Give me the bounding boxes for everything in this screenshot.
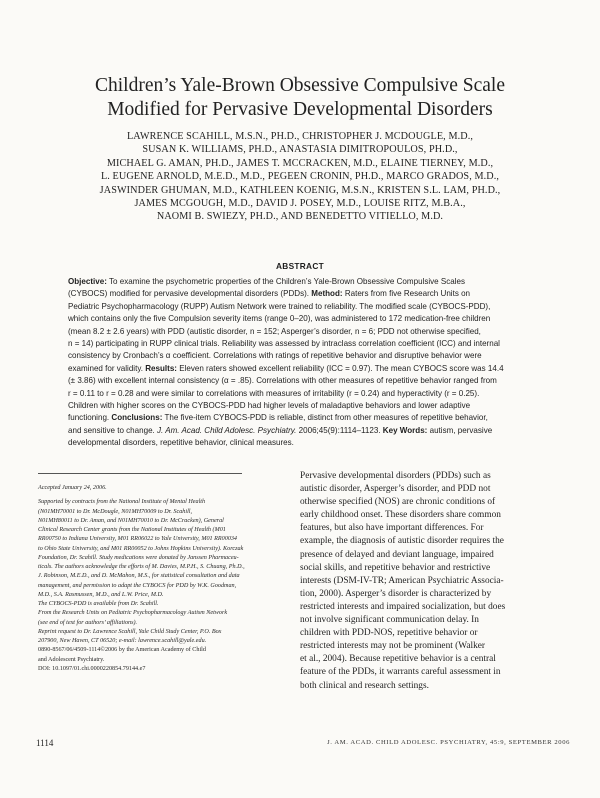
author-line: MICHAEL G. AMAN, PH.D., JAMES T. MCCRACKEN, M.D., ELAINE TIERNEY, M.D., xyxy=(106,157,494,169)
body-line: not involve significant communication delay. In xyxy=(300,615,479,626)
body-line: otherwise specified (NOS) are chronic conditions of xyxy=(300,497,496,508)
author-line: JASWINDER GHUMAN, M.D., KATHLEEN KOENIG, M.S.N., KRISTEN S.L. LAM, PH.D., xyxy=(99,184,501,196)
author-line: LAWRENCE SCAHILL, M.S.N., PH.D., CHRISTOPHER J. MCDOUGLE, M.D., xyxy=(126,131,474,142)
abstract-body xyxy=(68,276,540,450)
conclusions-label: Conclusions: xyxy=(111,413,163,423)
body-line: social skills, and repetitive behavior and restrictive xyxy=(300,562,491,573)
body-text xyxy=(300,470,570,693)
footnote-line: From the Research Units on Pediatric Psychopharmacology Autism Network xyxy=(38,610,228,617)
abstract-line: which contains only the five Compulsion severity items (range 0–20), was administered to 172 medication-free children xyxy=(68,314,491,324)
method-label: Method: xyxy=(311,289,343,299)
title-line: Children’s Yale-Brown Obsessive Compulsive Scale xyxy=(94,75,505,96)
running-foot: J. AM. ACAD. CHILD ADOLESC. PSYCHIATRY, 45:9, SEPTEMBER 2006 xyxy=(327,739,570,746)
footnotes xyxy=(38,484,270,674)
abstract-line: n = 14) participating in RUPP clinical trials. Reliability was assessed by intraclass correlation coefficient (ICC) and internal xyxy=(68,339,500,349)
abstract-line: functioning. Conclusions: The five-item CYBOCS-PDD is reliable, distinct from other measures of repetitive behavior, xyxy=(68,413,488,423)
footnote-line: Foundation, Dr. Scahill. Study medications were donated by Janssen Pharmaceu- xyxy=(38,554,239,561)
body-line: autistic disorder, Asperger’s disorder, and PDD not xyxy=(300,484,491,495)
abstract-line: examined for validity. Results: Eleven raters showed excellent reliability (ICC = 0.97). The mean CYBOCS score was 14.4 xyxy=(68,363,504,373)
footnote-line: Reprint request to Dr. Lawrence Scahill, Yale Child Study Center, P.O. Box xyxy=(38,628,222,635)
body-line: feature of the PDDs, it warrants careful assessment in xyxy=(300,667,501,678)
journal-citation: J. Am. Acad. Child Adolesc. Psychiatry. xyxy=(157,425,297,435)
footnote-line: M.D., S.A. Rasmussen, M.D., and L.W. Price, M.D. xyxy=(38,591,164,598)
author-line: L. EUGENE ARNOLD, M.E.D., M.D., PEGEEN CRONIN, PH.D., MARCO GRADOS, M.D., xyxy=(100,171,500,183)
body-line: et al., 2004). Because repetitive behavior is a central xyxy=(300,654,496,665)
footnote-line: (N01MH70001 to Dr. McDougle, N01MH70009 to Dr. Scahill, xyxy=(38,508,193,515)
body-line: tion, 2000). Asperger’s disorder is characterized by xyxy=(300,588,492,599)
footnote-line: 207900, New Haven, CT 06520; e-mail: lawrence.scahill@yale.edu. xyxy=(38,638,207,644)
body-line: children with PDD-NOS, repetitive behavior or xyxy=(300,628,478,639)
footnote-line: and Adolescent Psychiatry. xyxy=(38,656,105,663)
abstract-line: (mean 8.2 ± 2.6 years) with PDD (autistic disorder, n = 152; Asperger’s disorder, n = 6; PDD not otherwise specified, xyxy=(68,326,481,336)
objective-label: Objective: xyxy=(68,277,107,286)
footnote-line: management, and permission to adapt the CYBOCS for PDD by W.K. Goodman, xyxy=(38,582,237,589)
body-line: both clinical and research settings. xyxy=(300,680,429,691)
body-line: Pervasive developmental disorders (PDDs) such as xyxy=(300,471,491,481)
keywords-label: Key Words: xyxy=(382,425,428,435)
body-line: example, the diagnosis of autistic disorder requires the xyxy=(300,536,504,547)
abstract-line: Pediatric Psychopharmacology (RUPP) Autism Network were trained to reliability. The modified scale (CYBOCS-PDD), xyxy=(68,301,491,311)
abstract-line: and sensitive to change. J. Am. Acad. Child Adolesc. Psychiatry. 2006;45(9):1114–1123. Key Words: autism, pervasive xyxy=(68,425,493,435)
footnote-line: RR00750 to Indiana University, M01 RR06022 to Yale University, M01 RR00034 xyxy=(38,536,237,543)
footnote-line: (see end of text for authors’ affiliations). xyxy=(38,619,138,626)
body-line: features, but also have important differences. For xyxy=(300,523,484,534)
article-title xyxy=(30,74,570,122)
footnote-line: N01MH80011 to Dr. Aman, and N01MH70010 to Dr. McCracken), General xyxy=(38,517,224,524)
footnote-line: Clinical Research Center grants from the National Institutes of Health (M01 xyxy=(38,527,226,533)
body-line: restricted interests and impaired socialization, but does xyxy=(300,601,506,612)
author-list xyxy=(40,130,560,224)
footnote-line: 0890-8567/06/4509-1114©2006 by the American Academy of Child xyxy=(38,647,206,654)
footnote-line: J. Robinson, M.E.D., and D. McMahon, M.S., for statistical consultation and data xyxy=(38,573,240,580)
abstract-line: consistency by Cronbach’s α coefficient. Correlations with ratings of repetitive behavior and disruptive behavior were xyxy=(68,351,482,361)
abstract-line: Objective: To examine the psychometric properties of the Children’s Yale-Brown Obsessive Compulsive Scales xyxy=(68,277,466,286)
footnote-line: DOI: 10.1097/01.chi.0000220854.79144.e7 xyxy=(38,665,146,672)
footnote-line: to Ohio State University, and M01 RR00052 to Johns Hopkins University). Korczak xyxy=(38,545,244,552)
footnote-line: Accepted January 24, 2006. xyxy=(38,485,107,491)
footnote-line: ticals. The authors acknowledge the efforts of M. Davies, M.P.H., S. Chuang, Ph.D., xyxy=(38,564,245,570)
title-line: Modified for Pervasive Developmental Disorders xyxy=(107,99,493,120)
page-number: 1114 xyxy=(36,738,54,748)
author-line: SUSAN K. WILLIAMS, PH.D., ANASTASIA DIMITROPOULOS, PH.D., xyxy=(142,144,458,156)
body-line: presence of delayed and deviant language, impaired xyxy=(300,549,494,560)
abstract-line: r = 0.11 to r = 0.28 and were similar to correlations with measures of irritability (r = 0.24) and hyperactivity (r = 0.25). xyxy=(68,388,480,398)
author-line: JAMES MCGOUGH, M.D., DAVID J. POSEY, M.D., LOUISE RITZ, M.B.A., xyxy=(134,198,466,210)
body-line: interests (DSM-IV-TR; American Psychiatric Associa- xyxy=(300,575,504,586)
body-line: early childhood onset. These disorders share common xyxy=(300,510,501,521)
abstract-line: developmental disorders, repetitive behavior, clinical measures. xyxy=(68,438,294,448)
abstract-line: (± 3.86) with excellent internal consistency (α = .85). Correlations with other measures of repetitive behavior ranged from xyxy=(68,376,497,386)
author-line: NAOMI B. SWIEZY, PH.D., AND BENEDETTO VITIELLO, M.D. xyxy=(156,211,444,223)
body-line: restricted interests may not be prominent (Walker xyxy=(300,641,486,652)
footnote-divider xyxy=(38,473,242,474)
abstract-line: Children with higher scores on the CYBOCS-PDD had higher levels of maladaptive behaviors and lower adaptive xyxy=(68,401,471,411)
results-label: Results: xyxy=(145,363,177,373)
abstract-line: (CYBOCS) modified for pervasive developmental disorders (PDDs). Method: Raters from five Research Units on xyxy=(68,289,471,299)
footnote-line: Supported by contracts from the National Institute of Mental Health xyxy=(38,499,206,506)
footnote-line: The CYBOCS-PDD is available from Dr. Scahill. xyxy=(38,601,159,607)
abstract-heading: ABSTRACT xyxy=(275,261,325,271)
